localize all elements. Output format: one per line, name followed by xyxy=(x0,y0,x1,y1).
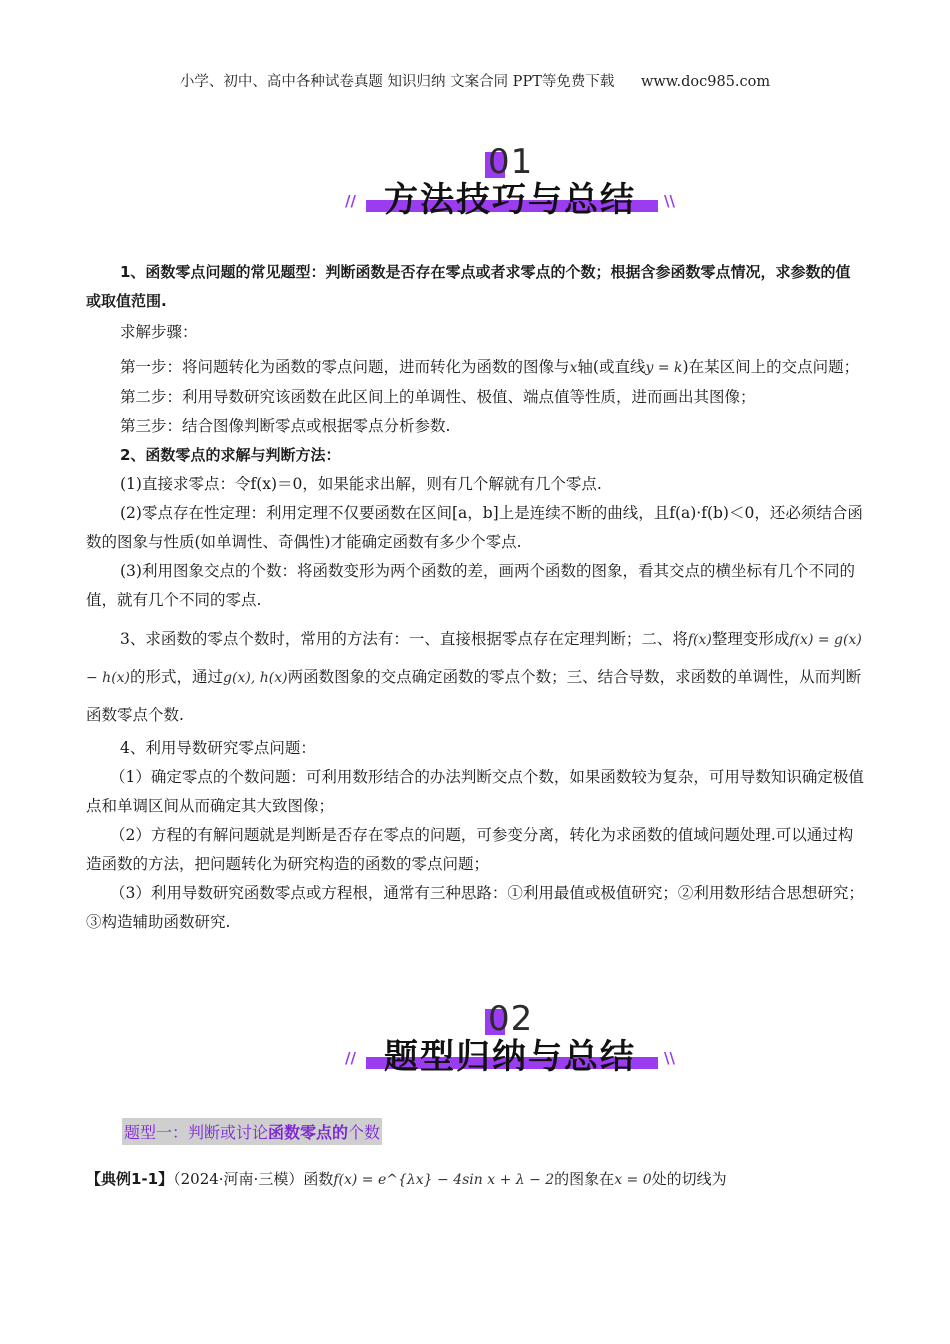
point-1: 1、函数零点问题的常见题型：判断函数是否存在零点或者求零点的个数；根据含参函数零点情况，求参数的值或取值范围. xyxy=(86,263,851,310)
section-number: 01 xyxy=(488,142,534,182)
slash-decoration-right: \\ xyxy=(664,192,675,210)
example-mid: 的图象在 xyxy=(554,1170,615,1188)
steps-heading: 求解步骤： xyxy=(120,323,198,341)
point-3-text-a: 3、求函数的零点个数时，常用的方法有：一、直接根据零点存在定理判断；二、将 xyxy=(120,630,688,648)
step-1-text-c: )在某区间上的交点问题； xyxy=(682,358,860,376)
example-condition: x = 0 xyxy=(614,1172,652,1188)
point-3-text-c: 的形式，通过 xyxy=(130,668,224,686)
sub-point-2: （2）方程的有解问题就是判断是否存在零点的问题，可参变分离，转化为求函数的值域问题处理.可以通过构造函数的方法，把问题转化为研究构造的函数的零点问题； xyxy=(86,826,854,873)
example-1-1 xyxy=(86,1168,727,1189)
example-formula: f(x) = e^{λx} − 4sin x + λ − 2 xyxy=(333,1172,555,1188)
math-x: x xyxy=(569,360,578,376)
method-3: (3)利用图象交点的个数：将函数变形为两个函数的差，画两个函数的图象，看其交点的横坐标有几个不同的值，就有几个不同的零点. xyxy=(86,562,855,609)
method-2: (2)零点存在性定理：利用定理不仅要函数在区间[a，b]上是连续不断的曲线，且f(a)·f(b)＜0，还必须结合函数的图象与性质(如单调性、奇偶性)才能确定函数有多少个零点. xyxy=(86,504,863,551)
section-number: 02 xyxy=(488,999,534,1039)
section-title: 方法技巧与总结 xyxy=(384,180,636,220)
example-tag: 【典例1-1】 xyxy=(86,1170,174,1188)
sub-point-1: （1）确定零点的个数问题：可利用数形结合的办法判断交点个数，如果函数较为复杂，可用导数知识确定极值点和单调区间从而确定其大致图像； xyxy=(86,768,864,815)
step-1-text-b: 轴(或直线 xyxy=(577,358,646,376)
slash-decoration-left: // xyxy=(345,1049,356,1067)
point-3 xyxy=(86,621,864,734)
header-text: 小学、初中、高中各种试卷真题 知识归纳 文案合同 PPT等免费下载 xyxy=(179,74,615,90)
step-1 xyxy=(86,353,864,383)
type-label-suffix: 个数 xyxy=(348,1123,381,1142)
step-2: 第二步：利用导数研究该函数在此区间上的单调性、极值、端点值等性质，进而画出其图像； xyxy=(120,388,756,406)
section-banner-2 xyxy=(340,999,680,1085)
math-g-h: g(x), h(x) xyxy=(223,670,288,686)
header-url: www.doc985.com xyxy=(640,74,771,90)
point-4: 4、利用导数研究零点问题： xyxy=(120,739,316,757)
step-1-text-a: 第一步：将问题转化为函数的零点问题，进而转化为函数的图像与 xyxy=(120,358,570,376)
sub-point-3: （3）利用导数研究函数零点或方程根，通常有三种思路：①利用最值或极值研究；②利用数形结合思想研究；③构造辅助函数研究. xyxy=(86,884,864,931)
step-3: 第三步：结合图像判断零点或根据零点分析参数. xyxy=(120,417,451,435)
method-content xyxy=(86,258,864,937)
method-1: (1)直接求零点：令f(x)＝0，如果能求出解，则有几个解就有几个零点. xyxy=(120,475,602,493)
section-title: 题型归纳与总结 xyxy=(384,1037,636,1077)
point-2: 2、函数零点的求解与判断方法： xyxy=(120,446,341,464)
type-label-bold: 函数零点的 xyxy=(268,1123,349,1142)
type-label-prefix: 题型一：判断或讨论 xyxy=(124,1123,269,1142)
slash-decoration-right: \\ xyxy=(664,1049,675,1067)
page-header xyxy=(0,70,950,91)
slash-decoration-left: // xyxy=(345,192,356,210)
math-f-x: f(x) xyxy=(687,632,712,648)
point-3-text-b: 整理变形成 xyxy=(711,630,790,648)
example-end: 处的切线为 xyxy=(651,1170,727,1188)
math-y-eq-k: y = k xyxy=(645,360,683,376)
question-type-label xyxy=(122,1118,382,1145)
math-f-eq-g-minus-h: f(x) = g(x) − h(x) xyxy=(86,632,862,686)
point-3-text-d: 两函数图象的交点确定函数的零点个数；三、结合导数，求函数的单调性，从而判断函数零点个数. xyxy=(86,668,862,724)
example-source: （2024·河南·三模）函数 xyxy=(173,1170,334,1188)
section-banner-1 xyxy=(340,142,680,228)
